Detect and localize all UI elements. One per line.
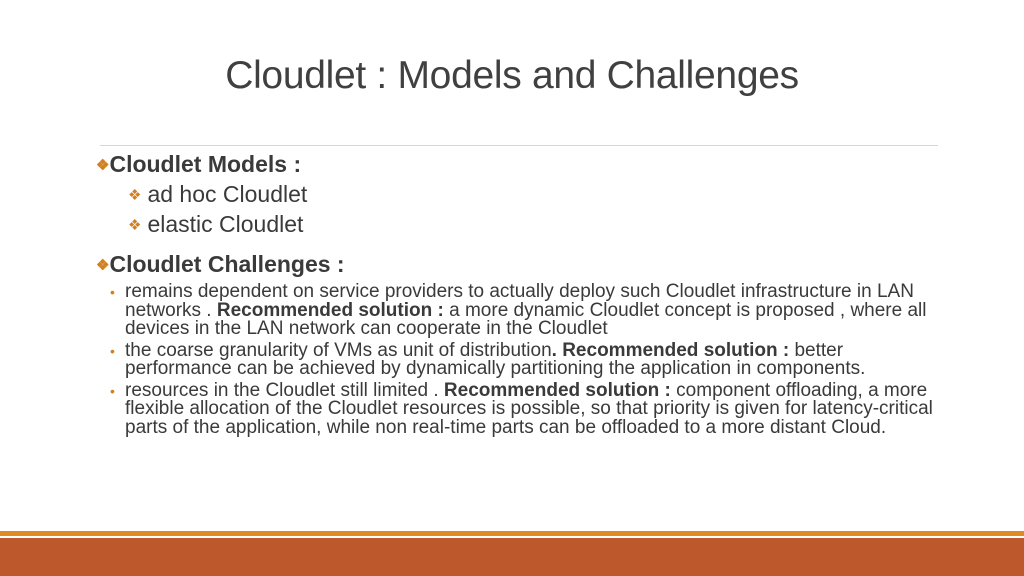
model-item <box>96 210 936 240</box>
challenge-item <box>96 339 936 379</box>
diamond-bullet-icon: ❖ <box>128 187 142 204</box>
diamond-bullet-icon: ❖ <box>96 257 110 274</box>
model-item <box>96 180 936 210</box>
footer-band <box>0 538 1024 576</box>
challenge-text: the coarse granularity of VMs as unit of distribution <box>125 339 552 361</box>
dot-bullet-icon: • <box>110 342 115 359</box>
challenges-heading-text: Cloudlet Challenges : <box>109 251 345 277</box>
challenge-text: resources in the Cloudlet still limited . <box>125 379 444 401</box>
footer-accent-line <box>0 531 1024 536</box>
models-heading <box>96 150 936 180</box>
solution-label: Recommended solution : <box>216 299 444 321</box>
challenge-text: remains dependent on service providers to actually deploy such Cloudlet infrastructure in LAN networks . <box>125 281 914 321</box>
dot-bullet-icon: • <box>110 284 115 300</box>
challenge-item <box>96 379 936 438</box>
solution-text: better performance can be achieved by dynamically partitioning the application in components. <box>125 339 866 379</box>
challenges-heading <box>96 250 936 280</box>
diamond-bullet-icon: ❖ <box>96 157 110 174</box>
model-item-text: ad hoc Cloudlet <box>147 181 308 207</box>
model-item-text: elastic Cloudlet <box>147 211 304 237</box>
solution-label: . Recommended solution : <box>551 339 790 361</box>
slide-title: Cloudlet : Models and Challenges <box>225 54 799 97</box>
challenge-item <box>96 283 936 339</box>
title-divider <box>100 145 938 146</box>
challenges-list <box>96 283 936 437</box>
diamond-bullet-icon: ❖ <box>128 217 142 234</box>
models-heading-text: Cloudlet Models : <box>109 151 302 177</box>
dot-bullet-icon: • <box>110 382 115 399</box>
solution-text: component offloading, a more flexible allocation of the Cloudlet resources is possible, so that priority is given for latency-critical parts of the application, while non real-time parts can be offloaded to a more distant Cloud. <box>125 379 933 438</box>
slide-body <box>96 150 936 437</box>
solution-text: a more dynamic Cloudlet concept is proposed , where all devices in the LAN network can cooperate in the Cloudlet <box>125 299 927 339</box>
solution-label: Recommended solution : <box>443 379 671 401</box>
